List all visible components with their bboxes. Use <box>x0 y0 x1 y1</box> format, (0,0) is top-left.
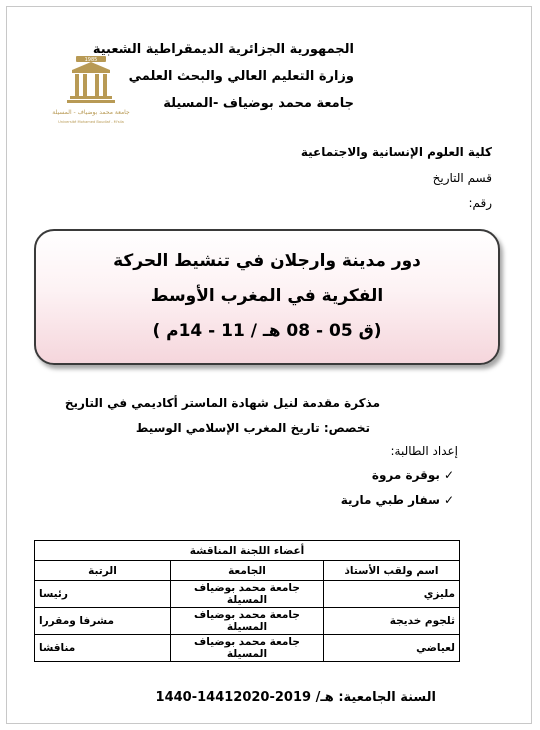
academic-year <box>156 690 436 705</box>
thesis-description: مذكرة مقدمة لنيل شهادة الماستر أكاديمي في التاريخ <box>64 396 380 410</box>
students-label: إعداد الطالبة: <box>390 444 458 458</box>
academic-year-label: السنة الجامعية: <box>338 690 436 705</box>
check-icon: ✓ <box>443 493 454 507</box>
member-rank: مناقشا <box>35 635 171 662</box>
header-republic: الجمهورية الجزائرية الديمقراطية الشعبية <box>92 42 354 57</box>
member-name: مليزي <box>324 581 460 608</box>
faculty-college: كلية العلوم الإنسانية والاجتماعية <box>300 145 492 159</box>
logo-caption-en: Université Mohamed Boudiaf - M'sila <box>58 120 124 124</box>
member-name: ثلجوم خديجة <box>324 608 460 635</box>
member-rank: مشرفا ومقررا <box>35 608 171 635</box>
member-university: جامعة محمد بوضياف المسيلة <box>171 608 324 635</box>
table-title-row <box>35 541 460 561</box>
member-university: جامعة محمد بوضياف المسيلة <box>171 581 324 608</box>
table-row <box>35 608 460 635</box>
column-header: الرتبة <box>35 561 171 581</box>
title-line-3: (ق 05 - 08 هـ / 11 - 14م ) <box>152 321 382 341</box>
academic-year-value: 1440-1441هـ/ 2019-2020 <box>155 690 334 705</box>
university-logo <box>52 52 130 128</box>
table-header-row <box>35 561 460 581</box>
student-name: سفار طبي مارية <box>340 493 440 507</box>
committee-title: أعضاء اللجنة المناقشة <box>35 541 460 561</box>
member-name: لعياضي <box>324 635 460 662</box>
header-ministry: وزارة التعليم العالي والبحث العلمي <box>128 69 354 84</box>
logo-caption-ar: جامعة محمد بوضياف - المسيلة <box>52 109 130 116</box>
title-line-2: الفكرية في المغرب الأوسط <box>150 286 384 306</box>
table-row <box>35 581 460 608</box>
header-university: جامعة محمد بوضياف -المسيلة <box>163 96 354 111</box>
column-header: الجامعة <box>171 561 324 581</box>
faculty-department: قسم التاريخ <box>432 171 492 185</box>
member-rank: رئيسا <box>35 581 171 608</box>
student-item <box>372 468 454 482</box>
member-university: جامعة محمد بوضياف المسيلة <box>171 635 324 662</box>
university-building-icon <box>52 52 130 128</box>
thesis-specialty: تخصص: تاريخ المغرب الإسلامي الوسيط <box>135 421 370 435</box>
check-icon: ✓ <box>443 468 454 482</box>
student-item <box>341 493 454 507</box>
thesis-title-box <box>34 229 500 365</box>
column-header: اسم ولقب الأستاذ <box>324 561 460 581</box>
student-name: بوقرة مروة <box>371 468 440 482</box>
table-row <box>35 635 460 662</box>
title-line-1: دور مدينة وارجلان في تنشيط الحركة <box>113 251 421 271</box>
logo-year: 1985 <box>84 57 98 63</box>
committee-table <box>34 540 460 662</box>
faculty-number: رقم: <box>468 196 492 210</box>
